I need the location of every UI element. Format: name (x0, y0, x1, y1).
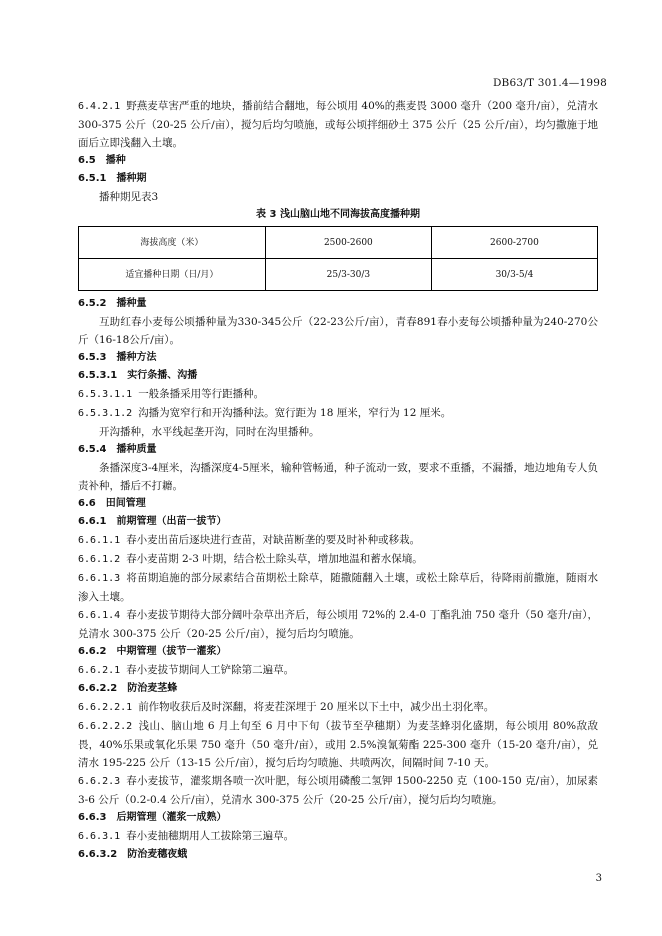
clause-6-6-1-2: 6.6.1.2 春小麦苗期 2-3 叶期，结合松土除头草，增加地温和蓄水保墒。 (78, 553, 423, 565)
heading-6-6-3: 6.6.3 后期管理（灌浆一成熟） (78, 812, 227, 823)
document-body (78, 97, 598, 864)
clause-6-6-1-3: 6.6.1.3 将苗期追施的部分尿素结合苗期松土除草，随撒随翻入土壤，或松土除草后，待降雨前撒施，随雨水渗入土壤。 (78, 572, 598, 603)
sowing-date-table (78, 226, 598, 291)
table-row (79, 259, 598, 291)
table-caption: 表 3 浅山脑山地不同海拔高度播种期 (256, 209, 420, 220)
heading-6-5-4: 6.5.4 播种质量 (78, 444, 157, 455)
page-number: 3 (595, 873, 602, 884)
table-cell: 2600-2700 (431, 227, 597, 259)
clause-6-6-3-1: 6.6.3.1 春小麦抽穗期用人工拔除第三遍草。 (78, 830, 295, 842)
heading-6-5-1: 6.5.1 播种期 (78, 173, 147, 184)
table-cell: 海拔高度（米） (79, 227, 266, 259)
heading-6-6: 6.6 田间管理 (78, 498, 146, 509)
clause-6-4-2-1 (78, 97, 598, 152)
table-cell: 25/3-30/3 (265, 259, 431, 291)
heading-6-6-3-2: 6.6.3.2 防治麦穗夜蛾 (78, 849, 188, 860)
table-row (79, 227, 598, 259)
table-cell: 适宜播种日期（日/月） (79, 259, 266, 291)
clause-text: 野燕麦草害严重的地块，播前结合翻地，每公顷用 40%的燕麦畏 3000 毫升（200 毫升/亩），兑清水 300-375 公斤（20-25 公斤/亩），搅匀后均匀喷施，或每公顷拌细砂土 375 公斤（25 公斤/亩），均匀撒施于地面后立即浅翻入土壤。 (78, 100, 598, 149)
paragraph-furrow-sowing: 开沟播种，水平线起垄开沟，同时在沟里播种。 (99, 426, 320, 438)
heading-6-5-2: 6.5.2 播种量 (78, 298, 147, 309)
heading-6-6-2-2: 6.6.2.2 防治麦茎蜂 (78, 683, 178, 694)
clause-number: 6.4.2.1 (78, 101, 121, 112)
heading-6-5: 6.5 播种 (78, 155, 126, 166)
paragraph-sowing-date: 播种期见表3 (99, 191, 159, 203)
clause-6-6-1-4: 6.6.1.4 春小麦拔节期待大部分阔叶杂草出齐后，每公顷用 72%的 2.4-0 丁酯乳油 750 毫升（50 毫升/亩），兑清水 300-375 公斤（20-25 公斤/亩），搅匀后均匀喷施。 (78, 609, 598, 640)
clause-6-5-3-1-1: 6.5.3.1.1 一般条播采用等行距播种。 (78, 388, 265, 400)
clause-6-6-2-2-1: 6.6.2.2.1 前作物收获后及时深翻，将麦茬深埋于 20 厘米以下土中，减少出土羽化率。 (78, 701, 495, 713)
table-cell: 30/3-5/4 (431, 259, 597, 291)
clause-6-6-1-1: 6.6.1.1 春小麦出苗后逐块进行查苗，对缺苗断垄的要及时补种或移栽。 (78, 534, 421, 546)
clause-6-6-2-3: 6.6.2.3 春小麦拔节，灌浆期各喷一次叶肥，每公顷用磷酸二氢钾 1500-2250 克（100-150 克/亩），加尿素 3-6 公斤（0.2-0.4 公斤/亩），兑清水 300-375 公斤（20-25 公斤/亩），搅匀后均匀喷施。 (78, 775, 598, 806)
paragraph-seeding-rate: 互助红春小麦每公顷播种量为330-345公斤（22-23公斤/亩），青春891春小麦每公顷播种量为240-270公斤（16-18公斤/亩）。 (78, 316, 598, 346)
document-code: DB63/T 301.4—1998 (492, 77, 607, 89)
heading-6-5-3: 6.5.3 播种方法 (78, 352, 157, 363)
heading-6-6-2: 6.6.2 中期管理（拔节一灌浆） (78, 646, 227, 657)
clause-6-5-3-1-2: 6.5.3.1.2 沟播为宽窄行和开沟播种法。宽行距为 18 厘米，窄行为 12 厘米。 (78, 407, 452, 419)
paragraph-sowing-quality: 条播深度3-4厘米，沟播深度4-5厘米，输种管畅通，种子流动一致，要求不重播，不漏播，地边地角专人负责补种，播后不打耱。 (78, 462, 598, 492)
heading-6-6-1: 6.6.1 前期管理（出苗一拔节） (78, 516, 227, 527)
clause-6-6-2-1: 6.6.2.1 春小麦拔节期间人工铲除第二遍草。 (78, 664, 295, 676)
table-cell: 2500-2600 (265, 227, 431, 259)
heading-6-5-3-1: 6.5.3.1 实行条播、沟播 (78, 370, 198, 381)
clause-6-6-2-2-2: 6.6.2.2.2 浅山、脑山地 6 月上旬至 6 月中下旬（拔节至孕穗期）为麦茎蜂羽化盛期，每公顷用 80%敌敌畏，40%乐果或氧化乐果 750 毫升（50 毫升/亩），或用 2.5%溴氰菊酯 225-300 毫升（15-20 毫升/亩），兑清水 195-225 公斤（13-15 公斤/亩），搅匀后均匀喷施、共喷两次，间隔时间 7-10 天。 (78, 720, 598, 769)
